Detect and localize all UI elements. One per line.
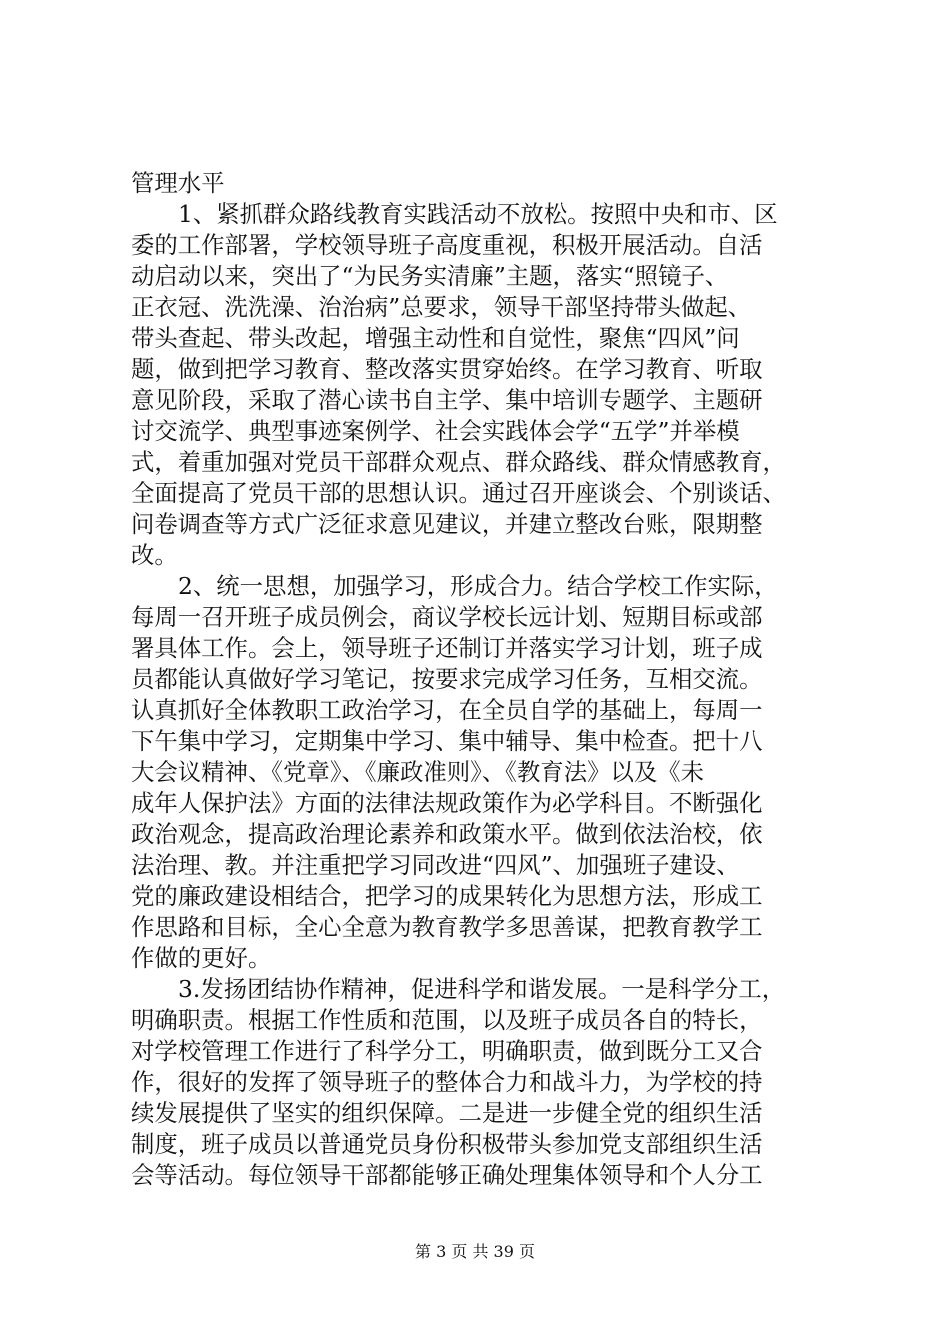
text-line: 管理水平 (131, 169, 225, 197)
text-line: 1、紧抓群众路线教育实践活动不放松。按照中央和市、区 (178, 200, 778, 228)
text-line: 2、统一思想，加强学习，形成合力。结合学校工作实际， (178, 572, 778, 600)
text-line: 明确职责。根据工作性质和范围，以及班子成员各自的特长， (131, 1006, 763, 1034)
text-line: 正衣冠、洗洗澡、治治病”总要求，领导干部坚持带头做起、 (131, 293, 752, 321)
text-line: 作，很好的发挥了领导班子的整体合力和战斗力，为学校的持 (131, 1068, 763, 1096)
page-footer: 第 3 页 共 39 页 (415, 1242, 535, 1261)
text-line: 每周一召开班子成员例会，商议学校长远计划、短期目标或部 (131, 603, 763, 631)
text-line: 问卷调查等方式广泛征求意见建议，并建立整改台账，限期整 (131, 510, 763, 538)
document-body (131, 168, 836, 1191)
text-line: 下午集中学习，定期集中学习、集中辅导、集中检查。把十八 (131, 727, 763, 755)
text-line: 动启动以来，突出了“为民务实清廉”主题，落实“照镜子、 (131, 262, 729, 290)
text-line: 法治理、教。并注重把学习同改进“四风”、加强班子建设、 (131, 851, 740, 879)
text-line: 政治观念，提高政治理论素养和政策水平。做到依法治校，依 (131, 820, 763, 848)
text-line: 委的工作部署，学校领导班子高度重视，积极开展活动。自活 (131, 231, 763, 259)
text-line: 作做的更好。 (131, 944, 272, 972)
text-line: 对学校管理工作进行了科学分工，明确职责，做到既分工又合 (131, 1037, 763, 1065)
text-line: 制度，班子成员以普通党员身份积极带头参加党支部组织生活 (131, 1130, 763, 1158)
text-line: 式，着重加强对党员干部群众观点、群众路线、群众情感教育， (131, 448, 786, 476)
text-line: 会等活动。每位领导干部都能够正确处理集体领导和个人分工 (131, 1161, 763, 1189)
text-line: 3.发扬团结协作精神，促进科学和谐发展。一是科学分工， (178, 975, 786, 1003)
text-line: 带头查起、带头改起，增强主动性和自觉性，聚焦“四风”问 (131, 324, 740, 352)
text-line: 认真抓好全体教职工政治学习，在全员自学的基础上，每周一 (131, 696, 763, 724)
text-line: 署具体工作。会上，领导班子还制订并落实学习计划，班子成 (131, 634, 763, 662)
text-line: 作思路和目标，全心全意为教育教学多思善谋，把教育教学工 (131, 913, 763, 941)
text-line: 意见阶段，采取了潜心读书自主学、集中培训专题学、主题研 (131, 386, 763, 414)
text-line: 大会议精神、《党章》、《廉政准则》、《教育法》以及《未 (131, 758, 705, 786)
text-line: 全面提高了党员干部的思想认识。通过召开座谈会、个别谈话、 (131, 479, 786, 507)
text-line: 续发展提供了坚实的组织保障。二是进一步健全党的组织生活 (131, 1099, 763, 1127)
text-line: 讨交流学、典型事迹案例学、社会实践体会学“五学”并举模 (131, 417, 740, 445)
text-line: 党的廉政建设相结合，把学习的成果转化为思想方法，形成工 (131, 882, 763, 910)
text-line: 改。 (131, 541, 178, 569)
text-line: 员都能认真做好学习笔记，按要求完成学习任务，互相交流。 (131, 665, 763, 693)
text-line: 题，做到把学习教育、整改落实贯穿始终。在学习教育、听取 (131, 355, 763, 383)
text-line: 成年人保护法》方面的法律法规政策作为必学科目。不断强化 (131, 789, 763, 817)
